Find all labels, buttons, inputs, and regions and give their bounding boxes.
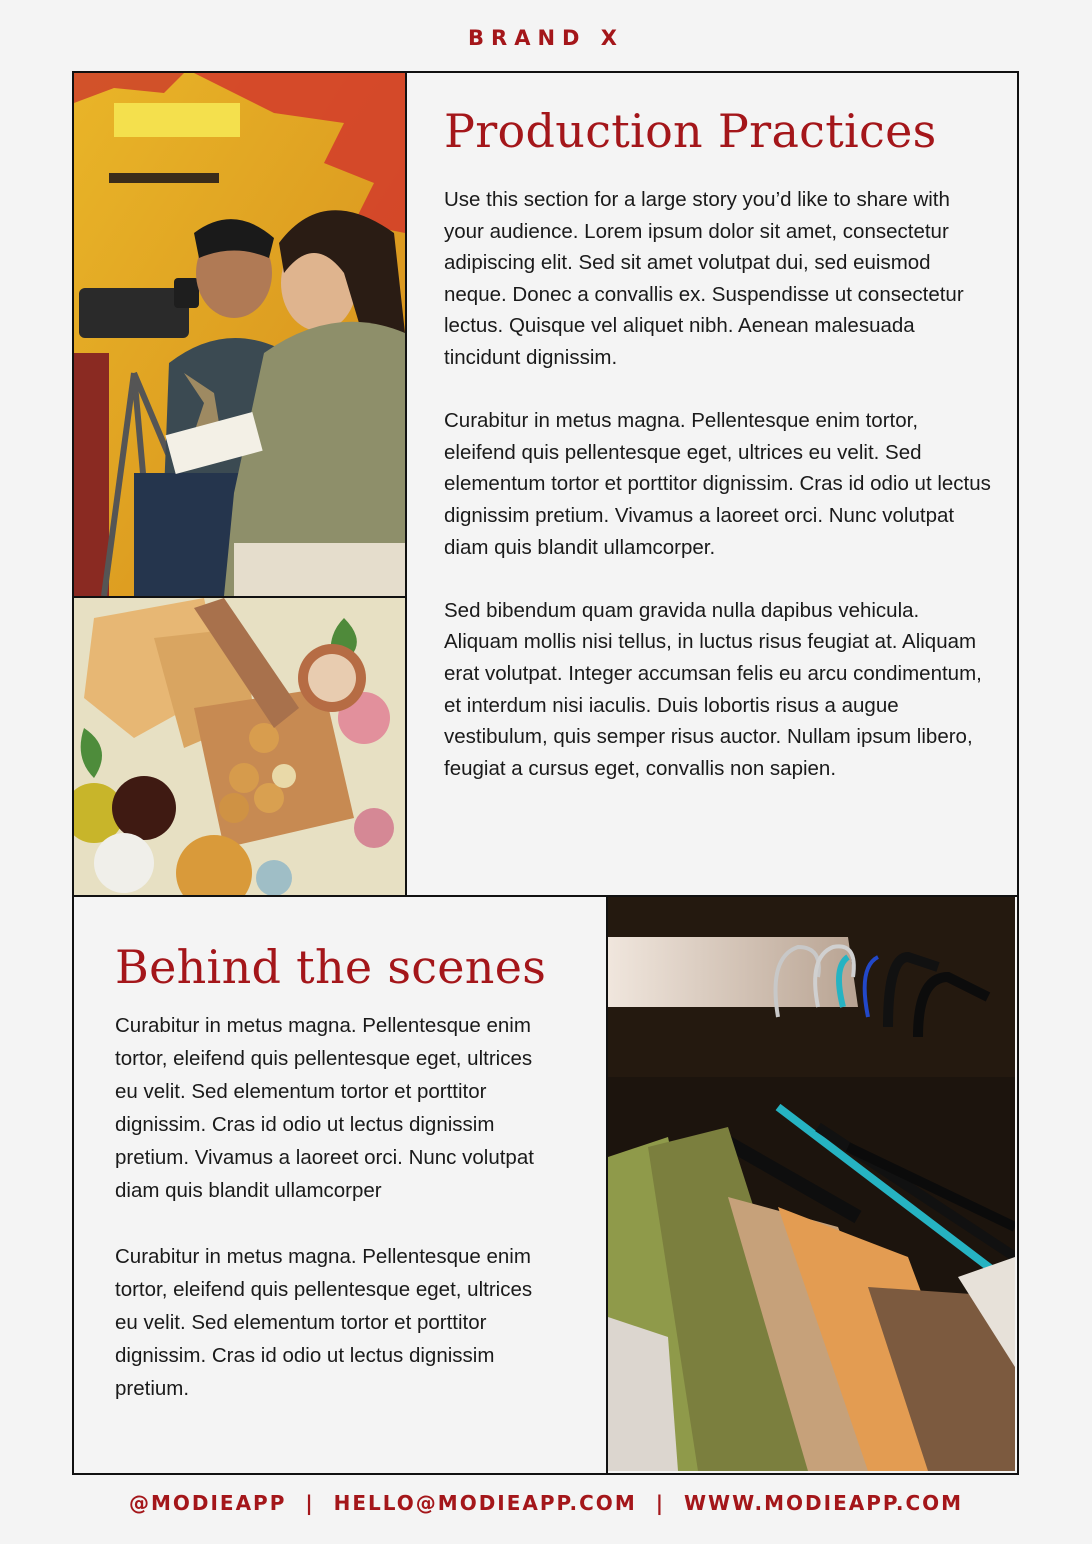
paragraph: Curabitur in metus magna. Pellentesque enim tortor, eleifend quis pellentesque eget, ultrices eu velit. Sed elementum tortor et porttitor dignissim. Cras id odio ut lectus dignissim pretium. Vivamus a laoreet orci. Nunc volutpat diam quis blandit ullamcorper. bbox=[444, 409, 991, 559]
photo-food-table bbox=[74, 598, 405, 895]
social-handle-link[interactable]: @MODIEAPP bbox=[128, 1491, 287, 1515]
section-title-production-practices: Production Practices bbox=[444, 104, 937, 158]
section-body-production-practices bbox=[444, 184, 992, 816]
photo-clothes-hangers bbox=[608, 897, 1015, 1471]
paragraph: Curabitur in metus magna. Pellentesque enim tortor, eleifend quis pellentesque eget, ultrices eu velit. Sed elementum tortor et porttitor dignissim. Cras id odio ut lectus dignissim pretium. Vivamus a laoreet orci. Nunc volutpat diam quis blandit ullamcorper bbox=[115, 1014, 534, 1202]
divider-vertical-top bbox=[405, 73, 407, 896]
email-link[interactable]: HELLO@MODIEAPP.COM bbox=[333, 1491, 637, 1515]
website-link[interactable]: WWW.MODIEAPP.COM bbox=[683, 1491, 964, 1515]
paragraph: Use this section for a large story you’d like to share with your audience. Lorem ipsum dolor sit amet, consectetur adipiscing elit. Sed sit amet volutpat dui, sed euismod neque. Donec a convallis ex. Suspendisse ut consectetur lectus. Quisque vel aliquet nibh. Aenean malesuada tincidunt dignissim. bbox=[444, 188, 964, 369]
paragraph: Sed bibendum quam gravida nulla dapibus vehicula. Aliquam mollis nisi tellus, in luctus risus feugiat at. Aliquam erat volutpat. Integer accumsan felis eu arcu condimentum, et interdum nisi iaculis. Duis lobortis risus a augue vestibulum, quis semper risus auctor. Nullam ipsum libero, feugiat a cursus eget, convallis non sapien. bbox=[444, 598, 982, 780]
footer-separator: | bbox=[655, 1491, 665, 1515]
section-title-behind-the-scenes: Behind the scenes bbox=[115, 940, 547, 994]
paragraph: Curabitur in metus magna. Pellentesque enim tortor, eleifend quis pellentesque eget, ultrices eu velit. Sed elementum tortor et porttitor dignissim. Cras id odio ut lectus dignissim pretium. bbox=[115, 1245, 533, 1400]
photo-camera-crew bbox=[74, 73, 405, 596]
footer-separator: | bbox=[305, 1491, 315, 1515]
brand-name: BRAND X bbox=[468, 26, 624, 50]
section-body-behind-the-scenes bbox=[115, 1009, 555, 1438]
footer-contact bbox=[0, 1491, 1092, 1515]
